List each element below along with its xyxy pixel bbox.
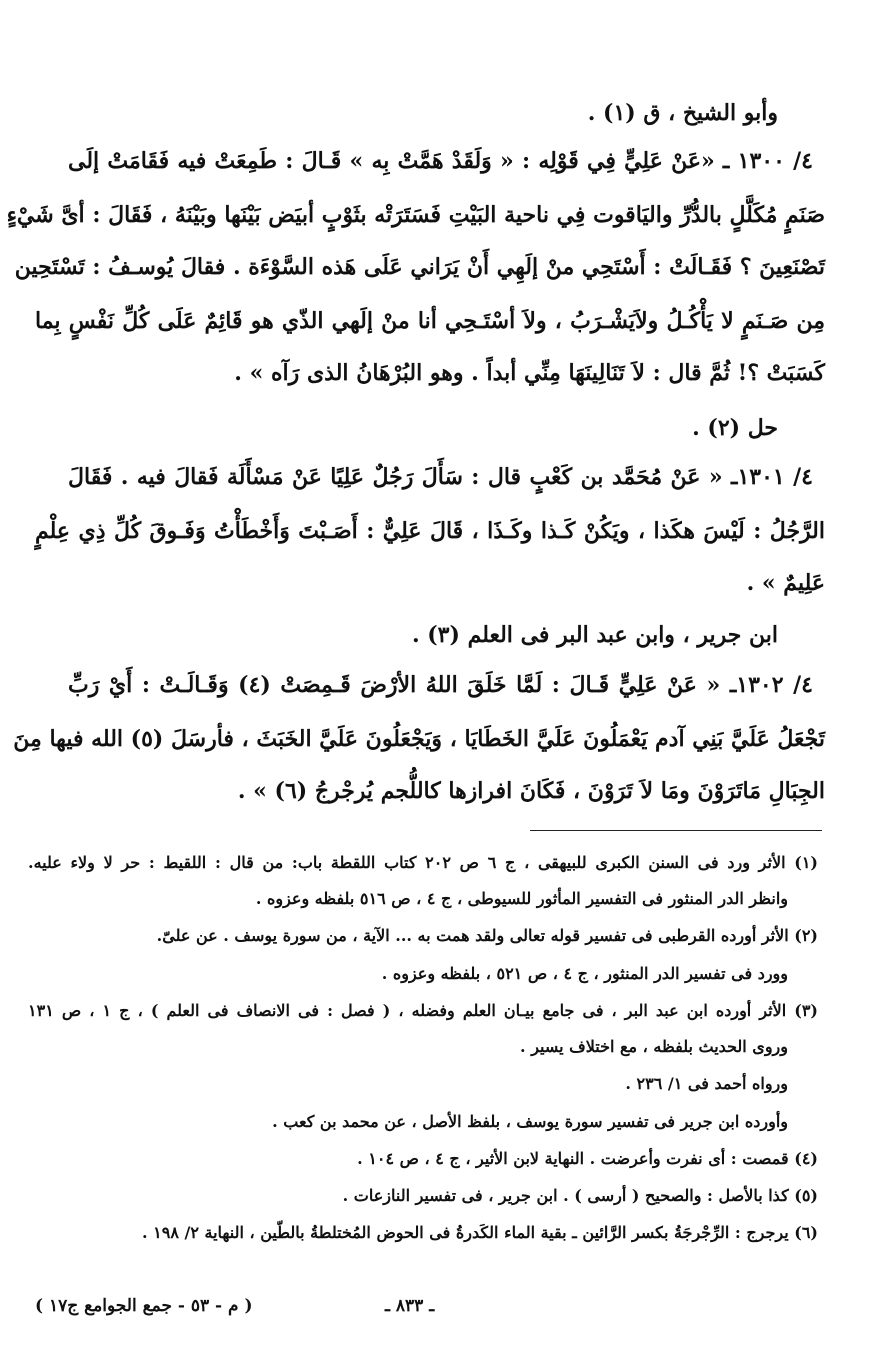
- page-number: ـ ٨٣٣ ـ: [385, 1296, 435, 1316]
- footnote-line: وروى الحديث بلفظه ، مع اختلاف يسير .: [520, 1037, 788, 1056]
- text-line: الجِبَالِ مَاتَرَوْنَ ومَا لاَ تَرَوْنَ ، فَكَانَ افرازها كاللُّجم يُرجْرجُ (٦) » .: [237, 778, 825, 804]
- footnote-line: وورد فى تفسير الدر المنثور ، ج ٤ ، ص ٥٢١ ، بلفظه وعزوه .: [381, 964, 788, 983]
- text-line: مِن صَـنَمٍ لا يَأْكُـلُ ولاَيَشْـرَبُ ، ولاَ أسْتَـحِي أنا منْ إلَهي الذّي هو قَائِمٌ عَلَى كُلِّ نَفْسٍ بِما: [35, 308, 825, 334]
- text-line: تَصْنَعِينَ ؟ فَقَـالَتْ : أَسْتَحِي منْ إلَهِي أَنْ يَرَاني عَلَى هَذه السَّوْءَة . فقالَ يُوسـفُ : تَسْتَحِين: [14, 254, 825, 280]
- hadith-1301-line: ٤/ ١٣٠١ـ « عَنْ مُحَمَّد بن كَعْبٍ قال : سَأَلَ رَجُلٌ عَلِيًا عَنْ مَسْأَلَة فَقالَ فيه . فَقَالَ: [68, 464, 813, 490]
- series-label: ( م - ٥٣ - جمع الجوامع ج١٧ ): [35, 1296, 253, 1316]
- footnote-line: وانظر الدر المنثور فى التفسير المأثور للسيوطى ، ج ٤ ، ص ٥١٦ بلفظه وعزوه .: [255, 889, 788, 908]
- footnote-line: (٢) الأثر أورده القرطبى فى تفسير قوله تعالى ولقد همت به ... الآية ، من سورة يوسف . عن علىّ.: [156, 926, 818, 945]
- source-line: حل (٢) .: [692, 415, 778, 441]
- footnote-line: (٦) يرجرج : الرِّجْرجَةُ بكسر الرَّائين ـ بقية الماء الكَدرةُ فى الحوض المُختلطةُ بالطّين ، النهاية ٢/ ١٩٨ .: [142, 1223, 818, 1242]
- footnote-line: ورواه أحمد فى ١/ ٢٣٦ .: [625, 1074, 788, 1093]
- footnote-line: وأورده ابن جرير فى تفسير سورة يوسف ، بلفظ الأصل ، عن محمد بن كعب .: [272, 1112, 788, 1131]
- text-line: الرَّجُلُ : لَيْسَ هكَذا ، ويَكُنْ كَـذا وكَـذَا ، قَالَ عَلِيٌّ : أَصَـبْتَ وَأَخْطَأْتُ وَفَـوقَ كُلِّ ذِي عِلْمٍ: [35, 518, 825, 544]
- text-line: وأبو الشيخ ، ق (١) .: [587, 100, 778, 126]
- hadith-1300-line: ٤/ ١٣٠٠ ـ «عَنْ عَلِيٍّ فِي قَوْلِه : « وَلَقَدْ هَمَّتْ بِه » قَـالَ : طَمِعَتْ فيه فَقَامَتْ إلَى: [68, 148, 813, 174]
- footnote-line: (٣) الأثر أورده ابن عبد البر ، فى جامع بيـان العلم وفضله ، ( فصل : فى الانصاف فى العلم ) ، ج ١ ، ص ١٣١: [28, 1001, 818, 1020]
- footnote-line: (٥) كذا بالأصل : والصحيح ( أرسى ) . ابن جرير ، فى تفسير النازعات .: [342, 1186, 818, 1205]
- footnote-divider: [530, 830, 822, 831]
- source-line: ابن جرير ، وابن عبد البر فى العلم (٣) .: [411, 622, 778, 648]
- text-line: عَلِيمٌ » .: [746, 570, 825, 596]
- text-line: صَنَمٍ مُكَلَّلٍ بالدُّرِّ واليَاقوت فِي ناحية البَيْتِ فَسَتَرَتْه بثَوْبٍ أبيَض بَيْنَها وبَيْنَهُ ، فَقَالَ : أىَّ شَيْءٍ: [6, 202, 825, 228]
- text-line: كَسَبَتْ ؟! ثُمَّ قال : لاَ تَنَالِينَهَا مِنِّي أبداً . وهو البُرْهَانُ الذى رَآه » .: [234, 360, 825, 386]
- footnote-line: (٤) قمصت : أى نفرت وأعرضت . النهاية لابن الأثير ، ج ٤ ، ص ١٠٤ .: [357, 1149, 818, 1168]
- hadith-1302-line: ٤/ ١٣٠٢ـ « عَنْ عَلِيٍّ قَـالَ : لَمَّا خَلَقَ اللهُ الأرْضَ قَـمِصَتْ (٤) وَقَـالَـتْ : أَيْ رَبِّ: [68, 672, 813, 698]
- footnote-line: (١) الأثر ورد فى السنن الكبرى للبيهقى ، ج ٦ ص ٢٠٢ كتاب اللقطة باب: من قال : اللقيط : حر لا ولاء عليه.: [28, 853, 818, 872]
- text-line: تَجْعَلُ عَلَيَّ بَنِي آدم يَعْمَلُونَ عَلَيَّ الخَطَايَا ، وَيَجْعَلُونَ عَلَيَّ الخَبَثَ ، فأرسَلَ (٥) الله فيها مِنَ: [13, 726, 825, 752]
